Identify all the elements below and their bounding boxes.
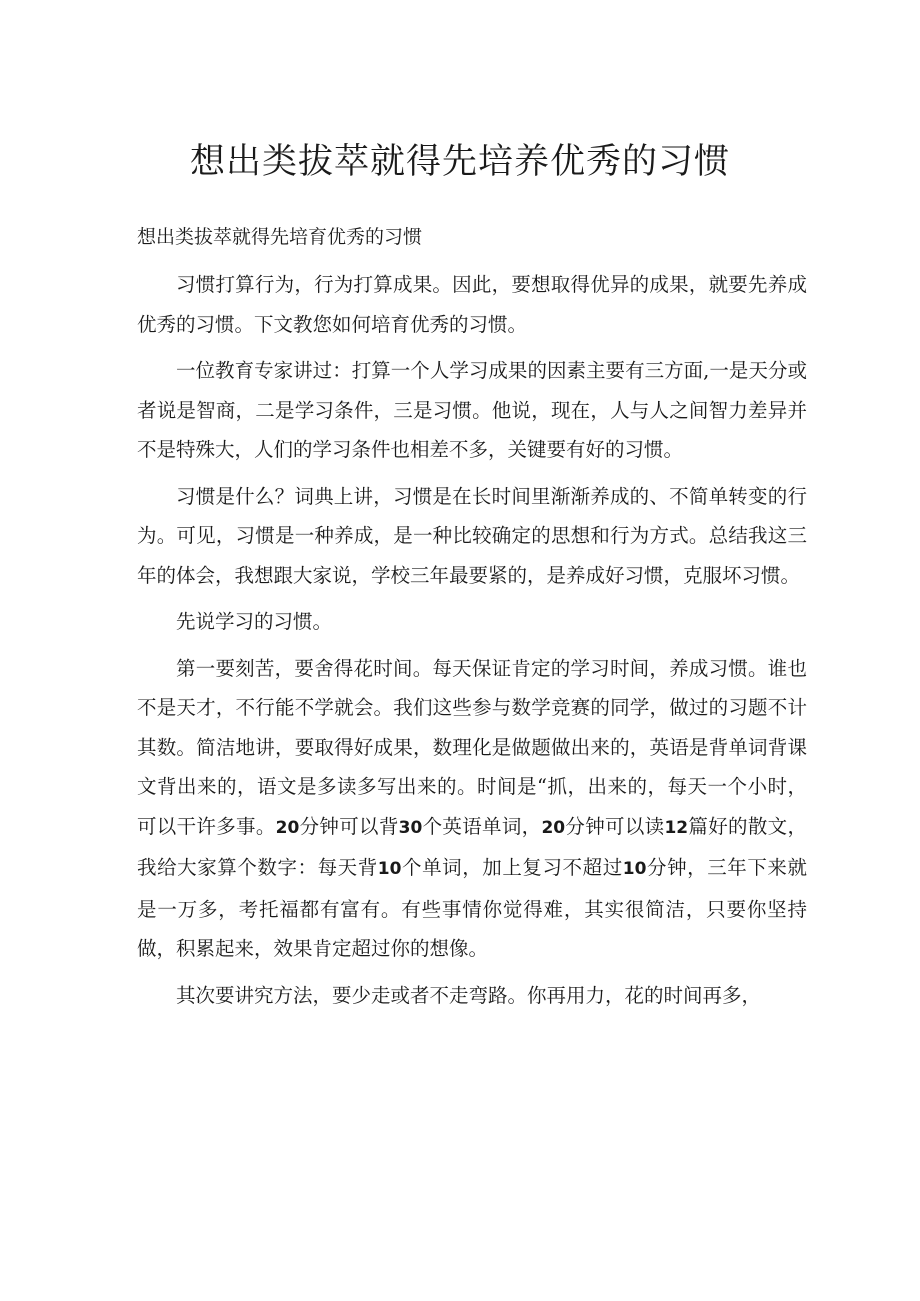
document-title: 想出类拔萃就得先培养优秀的习惯 <box>189 142 730 182</box>
number-text: 30 <box>398 817 423 838</box>
document-subtitle: 想出类拔萃就得先培育优秀的习惯 <box>137 226 423 248</box>
number-text: 20 <box>275 817 300 838</box>
paragraph: 其次要讲究方法，要少走或者不走弯路。你再用力，花的时间再多， <box>176 983 762 1007</box>
paragraph: 先说学习的习惯。 <box>176 610 333 633</box>
number-text: 12 <box>664 817 689 838</box>
paragraph: 习惯是什么？词典上讲，习惯是在长时间里渐渐养成的、不简单转变的行为。可见，习惯是一种养成，是一种比较确定的思想和行为方式。总结我这三年的体会，我想跟大家说，学校三年最要紧的，是养成好习惯，克服坏习惯。 <box>137 484 807 587</box>
paragraph: 一位教育专家讲过：打算一个人学习成果的因素主要有三方面,一是天分或者说是智商，二是学习条件，三是习惯。他说，现在，人与人之间智力差异并不是特殊大，人们的学习条件也相差不多，关键要有好的习惯。 <box>137 359 807 461</box>
paragraph: 第一要刻苦，要舍得花时间。每天保证肯定的学习时间，养成习惯。谁也不是天才，不行能不学就会。我们这些参与数学竞赛的同学，做过的习题不计其数。简洁地讲，要取得好成果，数理化是做题做出来的，英语是背单词背课文背出来的，语文是多读多写出来的。时间是“抓，出来的，每天一个小时，可以干许多事。20分钟可以背30个英语单词，20分钟可以读12篇好的散文，我给大家算个数字：每天背10个单词，加上复习不超过10分钟，三年下来就是一万多，考托福都有富有。有些事情你觉得难，其实很简洁，只要你坚持做，积累起来，效果肯定超过你的想像。 <box>137 656 807 960</box>
number-text: 10 <box>377 859 402 879</box>
document-body <box>137 265 807 1022</box>
paragraph: 习惯打算行为，行为打算成果。因此，要想取得优异的成果，就要先养成优秀的习惯。下文教您如何培育优秀的习惯。 <box>137 273 807 336</box>
number-text: 20 <box>541 817 566 838</box>
number-text: 10 <box>622 859 647 879</box>
